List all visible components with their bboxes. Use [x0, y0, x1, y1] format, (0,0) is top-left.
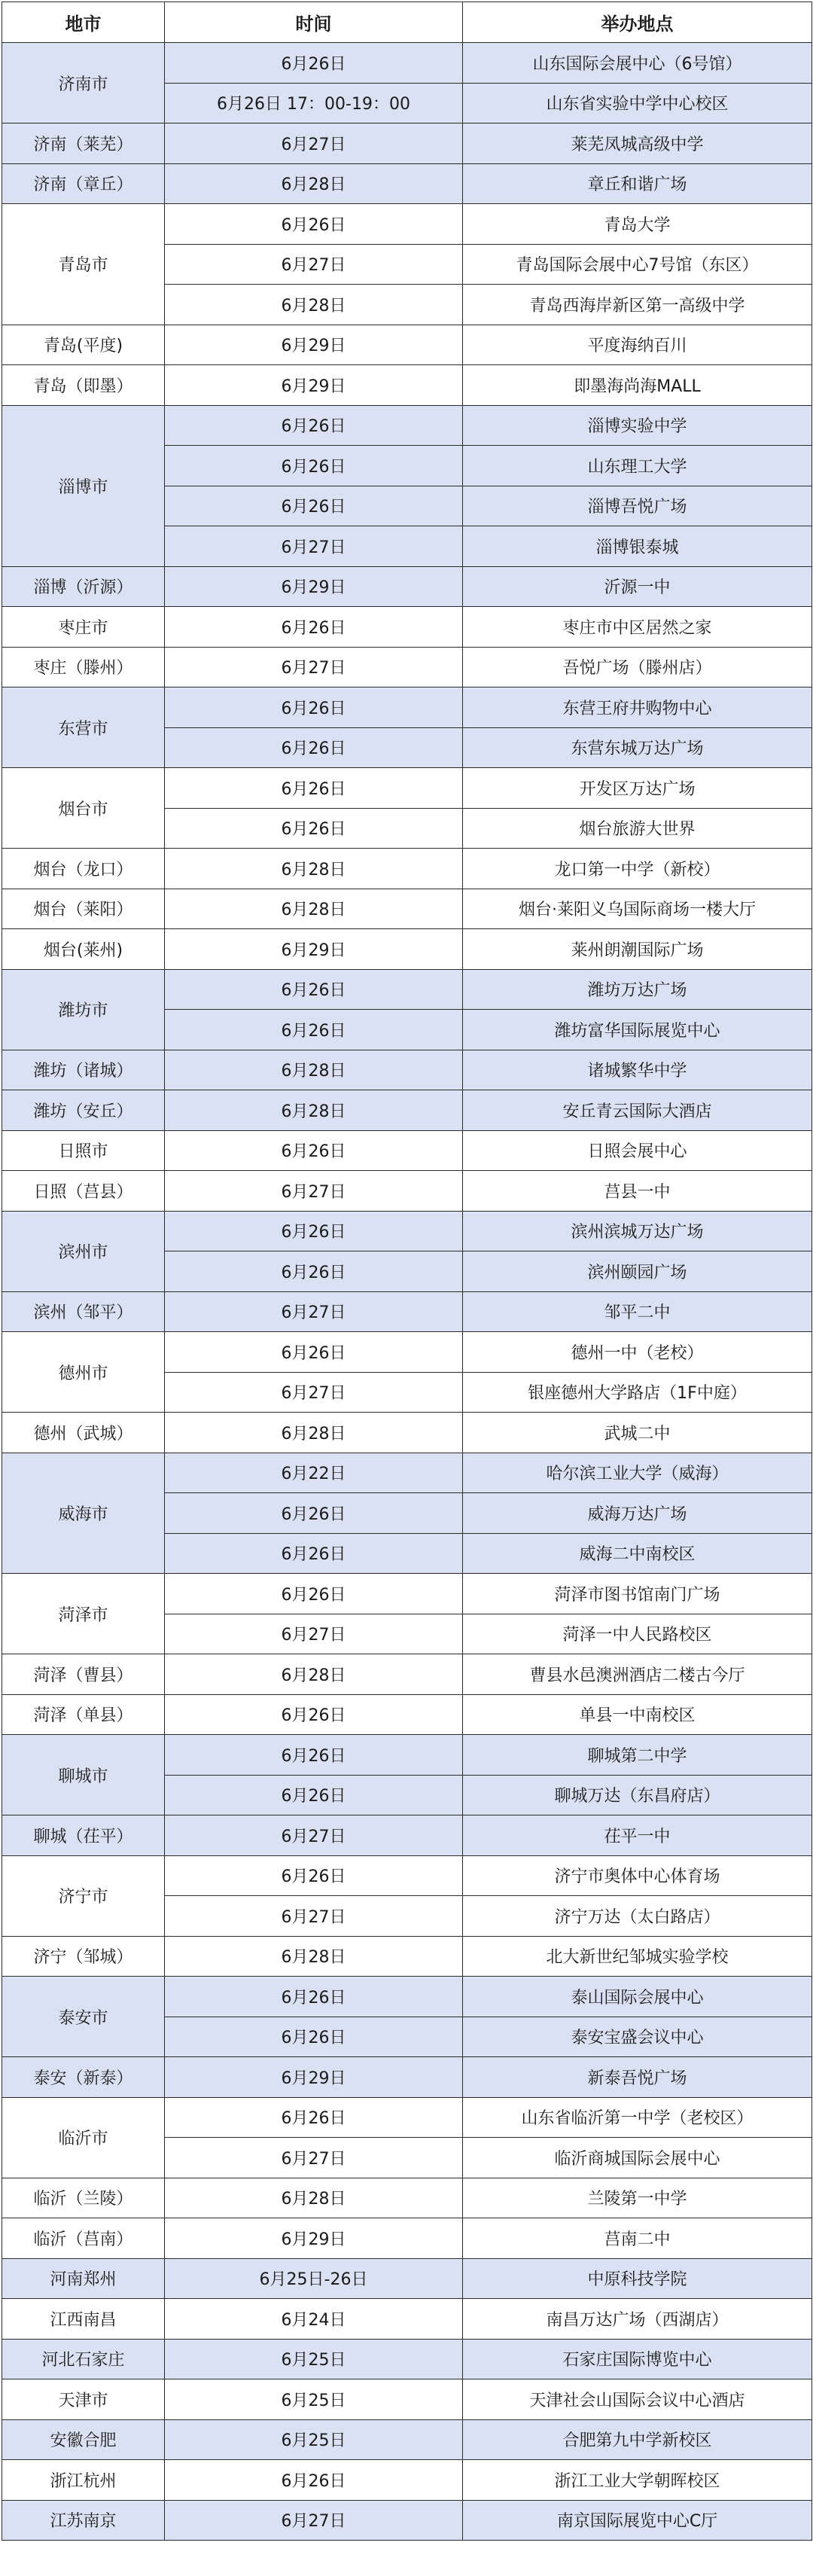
table-row	[2, 2057, 812, 2098]
venue-cell: 石家庄国际博览中心	[463, 2339, 812, 2379]
time-cell: 6月28日	[165, 1413, 463, 1453]
city-cell: 临沂（兰陵）	[2, 2178, 165, 2218]
time-cell: 6月28日	[165, 1936, 463, 1977]
city-cell: 滨州（邹平）	[2, 1291, 165, 1332]
venue-cell: 泰安宝盛会议中心	[463, 2017, 812, 2057]
city-cell: 滨州市	[2, 1211, 165, 1291]
time-cell: 6月25日	[165, 2419, 463, 2460]
time-cell: 6月26日	[165, 1855, 463, 1896]
venue-cell: 泰山国际会展中心	[463, 1977, 812, 2017]
time-cell: 6月27日	[165, 244, 463, 285]
venue-cell: 烟台旅游大世界	[463, 808, 812, 849]
venue-cell: 章丘和谐广场	[463, 163, 812, 204]
time-cell: 6月26日	[165, 1735, 463, 1776]
venue-cell: 济宁万达（太白路店）	[463, 1896, 812, 1937]
city-cell: 菏泽（单县）	[2, 1694, 165, 1735]
city-cell: 潍坊（诸城）	[2, 1050, 165, 1090]
table-row	[2, 2218, 812, 2259]
table-row	[2, 969, 812, 1010]
venue-cell: 山东理工大学	[463, 446, 812, 486]
table-row	[2, 1171, 812, 1212]
city-cell: 河北石家庄	[2, 2339, 165, 2379]
table-row	[2, 566, 812, 607]
time-cell: 6月29日	[165, 2057, 463, 2098]
city-cell: 泰安（新泰）	[2, 2057, 165, 2098]
time-cell: 6月27日	[165, 1614, 463, 1654]
time-cell: 6月26日	[165, 204, 463, 245]
venue-cell: 青岛西海岸新区第一高级中学	[463, 285, 812, 325]
table-row	[2, 325, 812, 365]
time-cell: 6月28日	[165, 1090, 463, 1131]
table-row	[2, 2500, 812, 2541]
header-venue: 举办地点	[463, 2, 812, 43]
venue-cell: 东营王府井购物中心	[463, 687, 812, 728]
time-cell: 6月26日	[165, 1251, 463, 1292]
venue-cell: 茌平一中	[463, 1815, 812, 1856]
city-cell: 潍坊（安丘）	[2, 1090, 165, 1131]
table-row	[2, 43, 812, 84]
table-row	[2, 2097, 812, 2138]
venue-cell: 莱芜凤城高级中学	[463, 123, 812, 164]
table-row	[2, 929, 812, 970]
city-cell: 青岛(平度)	[2, 325, 165, 365]
table-row	[2, 2178, 812, 2218]
venue-cell: 莱州朗潮国际广场	[463, 929, 812, 970]
venue-cell: 淄博吾悦广场	[463, 486, 812, 526]
time-cell: 6月26日	[165, 43, 463, 84]
time-cell: 6月26日	[165, 1977, 463, 2017]
time-cell: 6月26日	[165, 2017, 463, 2057]
time-cell: 6月26日	[165, 1775, 463, 1815]
city-cell: 安徽合肥	[2, 2419, 165, 2460]
table-row	[2, 1211, 812, 1251]
city-cell: 青岛（即墨）	[2, 365, 165, 406]
venue-cell: 山东国际会展中心（6号馆）	[463, 43, 812, 84]
city-cell: 济南（莱芜）	[2, 123, 165, 164]
table-row	[2, 889, 812, 929]
time-cell: 6月27日	[165, 1815, 463, 1856]
city-cell: 烟台（莱阳）	[2, 889, 165, 929]
table-row	[2, 1855, 812, 1896]
venue-cell: 开发区万达广场	[463, 768, 812, 809]
venue-cell: 即墨海尚海MALL	[463, 365, 812, 406]
table-row	[2, 204, 812, 245]
time-cell: 6月27日	[165, 2500, 463, 2541]
time-cell: 6月26日	[165, 1533, 463, 1574]
city-cell: 枣庄市	[2, 607, 165, 648]
table-row	[2, 2299, 812, 2340]
time-cell: 6月29日	[165, 325, 463, 365]
time-cell: 6月26日	[165, 405, 463, 446]
venue-cell: 淄博银泰城	[463, 526, 812, 567]
time-cell: 6月27日	[165, 1171, 463, 1212]
header-row	[2, 2, 812, 43]
venue-cell: 南京国际展览中心C厅	[463, 2500, 812, 2541]
table-row	[2, 1332, 812, 1373]
city-cell: 枣庄（滕州）	[2, 647, 165, 687]
time-cell: 6月25日-26日	[165, 2258, 463, 2299]
time-cell: 6月26日	[165, 1332, 463, 1373]
venue-cell: 日照会展中心	[463, 1130, 812, 1171]
venue-cell: 莒县一中	[463, 1171, 812, 1212]
table-row	[2, 1413, 812, 1453]
venue-cell: 潍坊富华国际展览中心	[463, 1010, 812, 1050]
venue-cell: 潍坊万达广场	[463, 969, 812, 1010]
venue-cell: 单县一中南校区	[463, 1694, 812, 1735]
time-cell: 6月26日	[165, 768, 463, 809]
venue-cell: 济宁市奥体中心体育场	[463, 1855, 812, 1896]
time-cell: 6月26日	[165, 1211, 463, 1251]
time-cell: 6月29日	[165, 365, 463, 406]
table-row	[2, 647, 812, 687]
city-cell: 青岛市	[2, 204, 165, 325]
city-cell: 济宁（邹城）	[2, 1936, 165, 1977]
time-cell: 6月25日	[165, 2339, 463, 2379]
venue-cell: 临沂商城国际会展中心	[463, 2138, 812, 2178]
time-cell: 6月26日	[165, 727, 463, 768]
time-cell: 6月29日	[165, 2218, 463, 2259]
table-row	[2, 2258, 812, 2299]
city-cell: 浙江杭州	[2, 2460, 165, 2501]
time-cell: 6月26日	[165, 446, 463, 486]
table-row	[2, 2339, 812, 2379]
time-cell: 6月22日	[165, 1453, 463, 1493]
venue-cell: 南昌万达广场（西湖店）	[463, 2299, 812, 2340]
venue-cell: 聊城第二中学	[463, 1735, 812, 1776]
table-row	[2, 1815, 812, 1856]
time-cell: 6月26日	[165, 1493, 463, 1534]
venue-cell: 滨州滨城万达广场	[463, 1211, 812, 1251]
city-cell: 日照（莒县）	[2, 1171, 165, 1212]
venue-cell: 曹县水邑澳洲酒店二楼古今厅	[463, 1654, 812, 1695]
city-cell: 烟台（龙口）	[2, 849, 165, 889]
time-cell: 6月26日	[165, 1574, 463, 1614]
table-row	[2, 163, 812, 204]
time-cell: 6月27日	[165, 526, 463, 567]
time-cell: 6月26日	[165, 2460, 463, 2501]
table-row	[2, 1130, 812, 1171]
venue-cell: 青岛大学	[463, 204, 812, 245]
city-cell: 东营市	[2, 687, 165, 768]
city-cell: 德州（武城）	[2, 1413, 165, 1453]
venue-cell: 菏泽一中人民路校区	[463, 1614, 812, 1654]
time-cell: 6月28日	[165, 285, 463, 325]
city-cell: 济南（章丘）	[2, 163, 165, 204]
table-row	[2, 1453, 812, 1493]
venue-cell: 龙口第一中学（新校）	[463, 849, 812, 889]
table-row	[2, 2460, 812, 2501]
venue-cell: 安丘青云国际大酒店	[463, 1090, 812, 1131]
header-time: 时间	[165, 2, 463, 43]
time-cell: 6月26日	[165, 1694, 463, 1735]
venue-cell: 德州一中（老校）	[463, 1332, 812, 1373]
city-cell: 菏泽市	[2, 1574, 165, 1654]
venue-cell: 新泰吾悦广场	[463, 2057, 812, 2098]
venue-cell: 滨州颐园广场	[463, 1251, 812, 1292]
time-cell: 6月28日	[165, 2178, 463, 2218]
time-cell: 6月26日	[165, 969, 463, 1010]
table-row	[2, 768, 812, 809]
city-cell: 菏泽（曹县）	[2, 1654, 165, 1695]
venue-cell: 青岛国际会展中心7号馆（东区）	[463, 244, 812, 285]
table-row	[2, 1050, 812, 1090]
venue-cell: 银座德州大学路店（1F中庭）	[463, 1372, 812, 1413]
time-cell: 6月26日 17：00-19：00	[165, 83, 463, 123]
time-cell: 6月26日	[165, 687, 463, 728]
venue-cell: 诸城繁华中学	[463, 1050, 812, 1090]
city-cell: 威海市	[2, 1453, 165, 1574]
schedule-body	[2, 43, 812, 2541]
city-cell: 天津市	[2, 2379, 165, 2420]
city-cell: 临沂（莒南）	[2, 2218, 165, 2259]
table-row	[2, 1654, 812, 1695]
venue-cell: 烟台·莱阳义乌国际商场一楼大厅	[463, 889, 812, 929]
time-cell: 6月27日	[165, 1291, 463, 1332]
table-row	[2, 365, 812, 406]
city-cell: 济宁市	[2, 1855, 165, 1936]
time-cell: 6月29日	[165, 929, 463, 970]
time-cell: 6月26日	[165, 1130, 463, 1171]
city-cell: 日照市	[2, 1130, 165, 1171]
city-cell: 淄博市	[2, 405, 165, 566]
city-cell: 临沂市	[2, 2097, 165, 2178]
table-row	[2, 607, 812, 648]
time-cell: 6月27日	[165, 1896, 463, 1937]
time-cell: 6月24日	[165, 2299, 463, 2340]
venue-cell: 东营东城万达广场	[463, 727, 812, 768]
city-cell: 河南郑州	[2, 2258, 165, 2299]
table-row	[2, 687, 812, 728]
venue-cell: 枣庄市中区居然之家	[463, 607, 812, 648]
city-cell: 聊城市	[2, 1735, 165, 1815]
table-row	[2, 2419, 812, 2460]
time-cell: 6月27日	[165, 647, 463, 687]
venue-cell: 合肥第九中学新校区	[463, 2419, 812, 2460]
venue-cell: 沂源一中	[463, 566, 812, 607]
city-cell: 烟台(莱州)	[2, 929, 165, 970]
venue-cell: 天津社会山国际会议中心酒店	[463, 2379, 812, 2420]
table-row	[2, 1291, 812, 1332]
table-row	[2, 1936, 812, 1977]
time-cell: 6月27日	[165, 123, 463, 164]
time-cell: 6月28日	[165, 849, 463, 889]
table-row	[2, 1735, 812, 1776]
city-cell: 江西南昌	[2, 2299, 165, 2340]
time-cell: 6月27日	[165, 1372, 463, 1413]
time-cell: 6月28日	[165, 1050, 463, 1090]
time-cell: 6月28日	[165, 163, 463, 204]
venue-cell: 兰陵第一中学	[463, 2178, 812, 2218]
venue-cell: 邹平二中	[463, 1291, 812, 1332]
time-cell: 6月29日	[165, 566, 463, 607]
venue-cell: 莒南二中	[463, 2218, 812, 2259]
venue-cell: 武城二中	[463, 1413, 812, 1453]
venue-cell: 中原科技学院	[463, 2258, 812, 2299]
venue-cell: 菏泽市图书馆南门广场	[463, 1574, 812, 1614]
table-row	[2, 1090, 812, 1131]
time-cell: 6月25日	[165, 2379, 463, 2420]
venue-cell: 北大新世纪邹城实验学校	[463, 1936, 812, 1977]
table-row	[2, 405, 812, 446]
time-cell: 6月28日	[165, 1654, 463, 1695]
venue-cell: 浙江工业大学朝晖校区	[463, 2460, 812, 2501]
table-row	[2, 1694, 812, 1735]
venue-cell: 哈尔滨工业大学（威海）	[463, 1453, 812, 1493]
table-row	[2, 849, 812, 889]
venue-cell: 威海二中南校区	[463, 1533, 812, 1574]
city-cell: 江苏南京	[2, 2500, 165, 2541]
city-cell: 潍坊市	[2, 969, 165, 1050]
table-row	[2, 2379, 812, 2420]
venue-cell: 山东省临沂第一中学（老校区）	[463, 2097, 812, 2138]
city-cell: 德州市	[2, 1332, 165, 1413]
venue-cell: 平度海纳百川	[463, 325, 812, 365]
venue-cell: 威海万达广场	[463, 1493, 812, 1534]
city-cell: 聊城（茌平）	[2, 1815, 165, 1856]
city-cell: 烟台市	[2, 768, 165, 849]
time-cell: 6月26日	[165, 2097, 463, 2138]
header-city: 地市	[2, 2, 165, 43]
time-cell: 6月26日	[165, 808, 463, 849]
venue-cell: 吾悦广场（滕州店）	[463, 647, 812, 687]
table-row	[2, 123, 812, 164]
time-cell: 6月26日	[165, 607, 463, 648]
venue-cell: 山东省实验中学中心校区	[463, 83, 812, 123]
time-cell: 6月27日	[165, 2138, 463, 2178]
time-cell: 6月28日	[165, 889, 463, 929]
table-row	[2, 1977, 812, 2017]
venue-cell: 聊城万达（东昌府店）	[463, 1775, 812, 1815]
city-cell: 济南市	[2, 43, 165, 123]
time-cell: 6月26日	[165, 1010, 463, 1050]
venue-cell: 淄博实验中学	[463, 405, 812, 446]
time-cell: 6月26日	[165, 486, 463, 526]
table-row	[2, 1574, 812, 1614]
city-cell: 淄博（沂源）	[2, 566, 165, 607]
schedule-table	[2, 2, 812, 2541]
city-cell: 泰安市	[2, 1977, 165, 2057]
